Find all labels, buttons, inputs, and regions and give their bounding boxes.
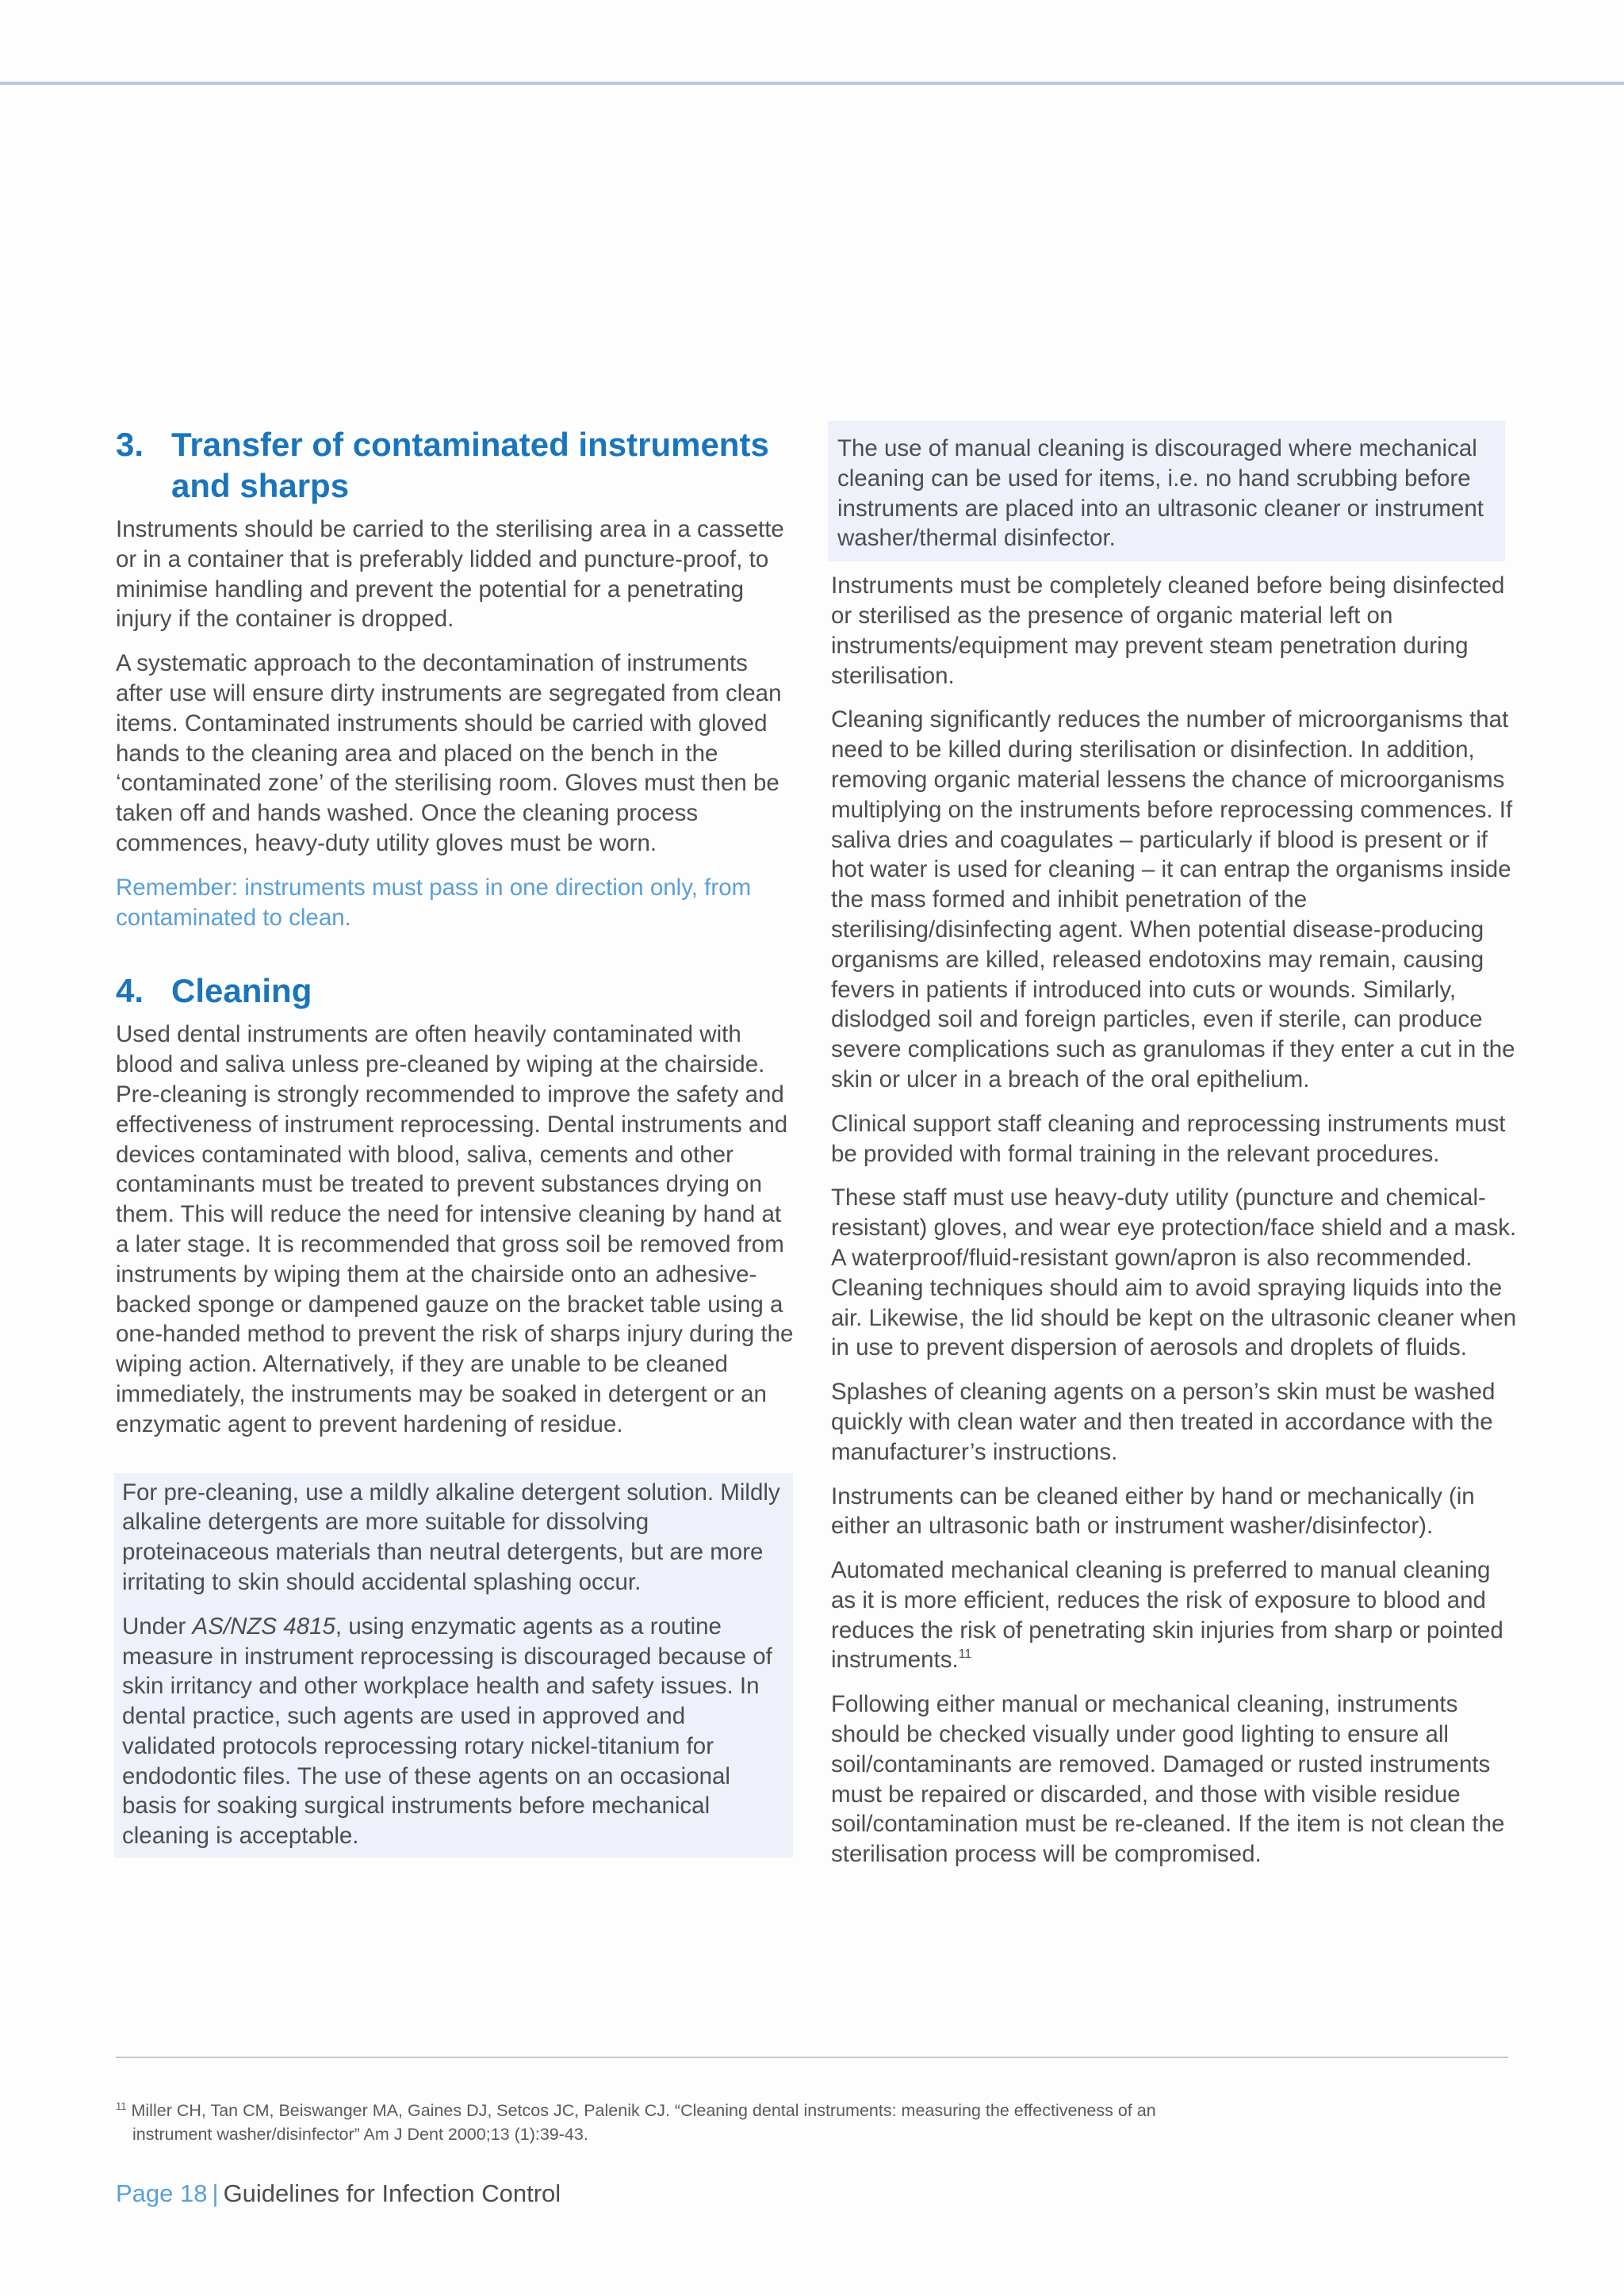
right-paragraph-1: Instruments must be completely cleaned before being disinfected or sterilised as the presence of organic material left on instruments/equipment may prevent steam penetration during sterilisation.	[831, 572, 1505, 689]
right-paragraph-6: Instruments can be cleaned either by hand or mechanically (in either an ultrasonic bath or instrument washer/disinfector).	[831, 1483, 1475, 1540]
manual-cleaning-info-box	[828, 421, 1505, 561]
footnote-rule	[116, 2057, 1508, 2058]
footnote-reference-11[interactable]: 11	[958, 1647, 972, 1662]
right-paragraph-2: Cleaning significantly reduces the number of microorganisms that need to be killed during sterilisation or disinfection. In addition, removing organic material lessens the chance of microorganisms multiplying on the instruments before reprocessing commences. If saliva dries and coagulates – particularly if blood is present or if hot water is used for cleaning – it can entrap the organisms inside the mass formed and inhibit penetration of the sterilising/disinfecting agent. When potential disease-producing organisms are killed, released endotoxins may remain, causing fevers in patients if introduced into cuts or wounds. Similarly, dislodged soil and foreign particles, even if sterile, can produce severe complications such as granulomas if they enter a cut in the skin or ulcer in a breach of the oral epithelium.	[831, 706, 1515, 1093]
section-4-number: 4.	[116, 972, 144, 1010]
section-3-title: Transfer of contaminated instruments and sharps	[171, 426, 769, 504]
pre-cleaning-info-box	[114, 1473, 793, 1858]
right-paragraph-7-text: Automated mechanical cleaning is preferred to manual cleaning as it is more efficient, reduces the risk of exposure to blood and reduces the risk of penetrating skin injuries from sharp or pointed instruments.	[831, 1557, 1503, 1674]
footnote	[116, 2095, 1464, 2146]
page-number: Page 18	[116, 2179, 208, 2207]
right-paragraph-5: Splashes of cleaning agents on a person’s skin must be washed quickly with clean water and then treated in accordance with the manufacturer’s instructions.	[831, 1379, 1496, 1465]
manual-cleaning-box-text: The use of manual cleaning is discouraged where mechanical cleaning can be used for items, i.e. no hand scrubbing before instruments are placed into an ultrasonic cleaner or instrument washer/thermal disinfector.	[837, 435, 1484, 552]
remember-callout: Remember: instruments must pass in one direction only, from contaminated to clean.	[116, 874, 752, 931]
footnote-line-1	[116, 2095, 1464, 2122]
right-paragraph-3: Clinical support staff cleaning and reprocessing instruments must be provided with formal training in the relevant procedures.	[831, 1110, 1506, 1167]
right-paragraph-4: These staff must use heavy-duty utility (puncture and chemical-resistant) gloves, and wear eye protection/face shield and a mask. A waterproof/fluid-resistant gown/apron is also recommended. Cleaning techniques should aim to avoid spraying liquids into the air. Likewise, the lid should be kept on the ultrasonic cleaner when in use to prevent dispersion of aerosols and droplets of fluids.	[831, 1184, 1517, 1361]
footnote-text-1: Miller CH, Tan CM, Beiswanger MA, Gaines DJ, Setcos JC, Palenik CJ. “Cleaning dental instruments: measuring the effectiveness of an	[131, 2101, 1156, 2120]
footer-separator: |	[212, 2179, 219, 2207]
section-3-heading	[116, 424, 796, 507]
pre-cleaning-box-paragraph-1: For pre-cleaning, use a mildly alkaline detergent solution. Mildly alkaline detergents are more suitable for dissolving proteinaceous materials than neutral detergents, but are more irritating to skin should accidental splashing occur.	[122, 1479, 780, 1595]
footnote-mark: 11	[116, 2100, 127, 2112]
section-3-number: 3.	[116, 426, 144, 463]
section-4-paragraph-1: Used dental instruments are often heavily contaminated with blood and saliva unless pre-cleaned by wiping at the chairside. Pre-cleaning is strongly recommended to improve the safety and effectiveness of instrument reprocessing. Dental instruments and devices contaminated with blood, saliva, cements and other contaminants must be treated to prevent substances drying on them. This will reduce the need for intensive cleaning by hand at a later stage. It is recommended that gross soil be removed from instruments by wiping them at the chairside onto an adhesive-backed sponge or dampened gauze on the bracket table using a one-handed method to prevent the risk of sharps injury during the wiping action. Alternatively, if they are unable to be cleaned immediately, the instruments may be soaked in detergent or an enzymatic agent to prevent hardening of residue.	[116, 1021, 794, 1437]
section-4-title: Cleaning	[171, 972, 312, 1010]
right-column	[831, 432, 1521, 1884]
standard-paragraph-rest: , using enzymatic agents as a routine measure in instrument reprocessing is discouraged because of skin irritancy and other workplace health and safety issues. In dental practice, such agents are used in approved and validated protocols reprocessing rotary nickel-titanium for endodontic files. The use of these agents on an occasional basis for soaking surgical instruments before mechanical cleaning is acceptable.	[122, 1613, 772, 1850]
header-rule	[0, 82, 1624, 85]
document-title: Guidelines for Infection Control	[223, 2179, 561, 2207]
section-3-paragraph-2: A systematic approach to the decontamination of instruments after use will ensure dirty instruments are segregated from clean items. Contaminated instruments should be carried with gloved hands to the cleaning area and placed on the bench in the ‘contaminated zone’ of the sterilising room. Gloves must then be taken off and hands washed. Once the cleaning process commences, heavy-duty utility gloves must be worn.	[116, 650, 782, 856]
section-3-paragraph-1: Instruments should be carried to the sterilising area in a cassette or in a container that is preferably lidded and puncture-proof, to minimise handling and prevent the potential for a penetrating injury if the container is dropped.	[116, 516, 784, 633]
standard-prefix: Under	[122, 1613, 193, 1640]
pre-cleaning-box-paragraph-2	[122, 1612, 785, 1851]
left-column	[116, 424, 796, 1858]
page-footer	[116, 2178, 561, 2210]
standard-reference: AS/NZS 4815	[192, 1613, 335, 1640]
right-paragraph-7	[831, 1556, 1521, 1675]
footnote-line-2: instrument washer/disinfector” Am J Dent 2000;13 (1):39-43.	[132, 2125, 588, 2144]
right-paragraph-8: Following either manual or mechanical cleaning, instruments should be checked visually under good lighting to ensure all soil/contaminants are removed. Damaged or rusted instruments must be repaired or discarded, and those with visible residue soil/contamination must be re-cleaned. If the item is not clean the sterilisation process will be compromised.	[831, 1691, 1505, 1868]
section-4-heading	[116, 970, 796, 1012]
